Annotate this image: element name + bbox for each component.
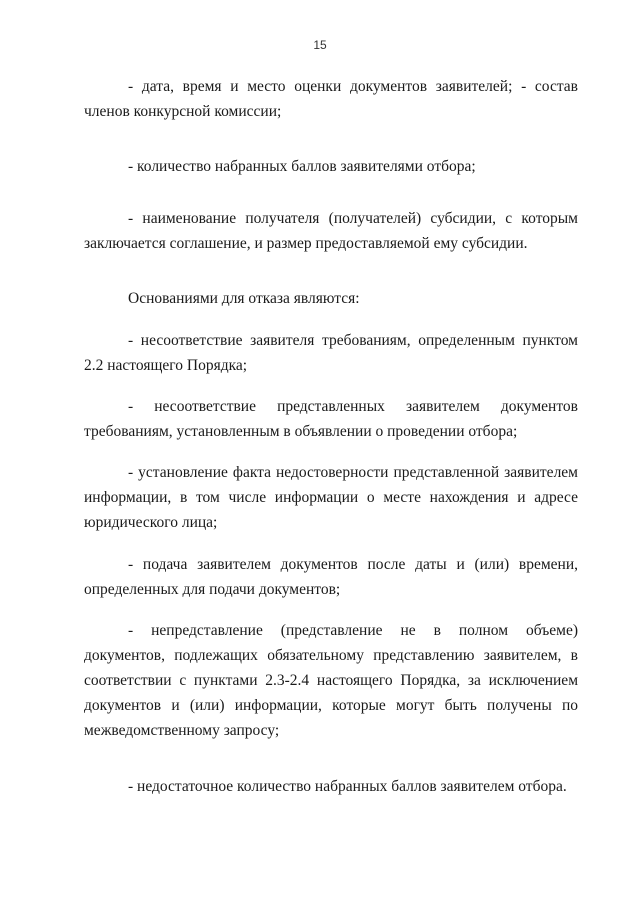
- paragraph-insufficient-points: - недостаточное количество набранных баллов заявителем отбора.: [128, 778, 567, 795]
- paragraph-late-submission: - подача заявителем документов после даты и (или) времени, определенных для подачи документов;: [84, 556, 578, 598]
- paragraph-requirements-mismatch: - несоответствие заявителя требованиям, определенным пунктом 2.2 настоящего Порядка;: [84, 332, 578, 374]
- paragraph-evaluation-date: - дата, время и место оценки документов заявителей; - состав членов конкурсной комиссии;: [84, 78, 578, 120]
- paragraph-recipient-name: - наименование получателя (получателей) субсидии, с которым заключается соглашение, и размер предоставляемой ему субсидии.: [84, 210, 578, 252]
- paragraph-incomplete-documents: - непредставление (представление не в полном объеме) документов, подлежащих обязательному представлению заявителем, в соответствии с пунктами 2.3-2.4 настоящего Порядка, за исключением документов и (или) информации, которые могут быть получены по межведомственному запросу;: [84, 622, 578, 739]
- paragraph-false-information: - установление факта недостоверности представленной заявителем информации, в том числе информации о месте нахождения и адресе юридического лица;: [84, 464, 578, 531]
- paragraph-points-count: - количество набранных баллов заявителями отбора;: [128, 158, 476, 175]
- paragraph-documents-mismatch: - несоответствие представленных заявителем документов требованиям, установленным в объявлении о проведении отбора;: [84, 398, 578, 440]
- paragraph-refusal-grounds-heading: Основаниями для отказа являются:: [128, 290, 360, 307]
- page-number: 15: [313, 38, 327, 52]
